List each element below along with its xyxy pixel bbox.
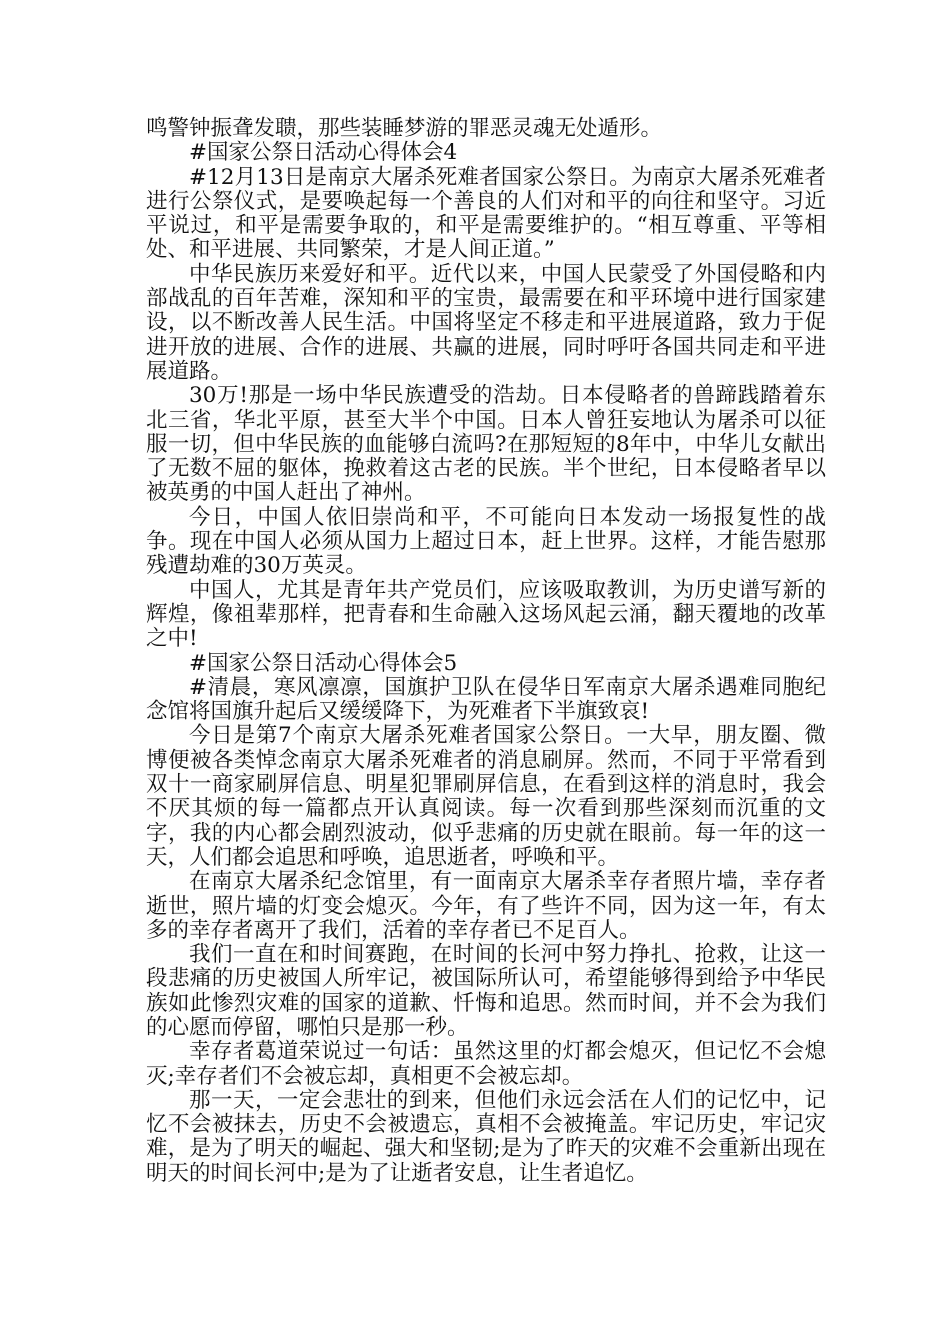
paragraph: 那一天，一定会悲壮的到来，但他们永远会活在人们的记忆中，记忆不会被抹去，历史不会被遗忘，真相不会被掩盖。牢记历史，牢记灾难，是为了明天的崛起、强大和坚韧;是为了昨天的灾难不会重新出现在明天的时间长河中;是为了让逝者安息，让生者追忆。 (146, 1087, 826, 1186)
paragraph: 中国人，尤其是青年共产党员们，应该吸取教训，为历史谱写新的辉煌，像祖辈那样，把青春和生命融入这场风起云涌，翻天覆地的改革之中! (146, 577, 826, 652)
paragraph: 在南京大屠杀纪念馆里，有一面南京大屠杀幸存者照片墙，幸存者逝世，照片墙的灯变会熄灭。今年，有了些许不同，因为这一年，有太多的幸存者离开了我们，活着的幸存者已不足百人。 (146, 869, 826, 943)
paragraph: #12月13日是南京大屠杀死难者国家公祭日。为南京大屠杀死难者进行公祭仪式，是要唤起每一个善良的人们对和平的向往和坚守。习近平说过，和平是需要争取的，和平是需要维护的。“相互尊重、平等相处、和平进展、共同繁荣，才是人间正道。” (146, 164, 826, 263)
section-heading-4: #国家公祭日活动心得体会4 (189, 140, 458, 166)
document-body (146, 117, 826, 1186)
paragraph: #清晨，寒风凛凛，国旗护卫队在侵华日军南京大屠杀遇难同胞纪念馆将国旗升起后又缓缓降下，为死难者下半旗致哀! (146, 674, 826, 725)
paragraph: 幸存者葛道荣说过一句话：虽然这里的灯都会熄灭，但记忆不会熄灭;幸存者们不会被忘却，真相更不会被忘却。 (146, 1039, 826, 1089)
paragraph: 中华民族历来爱好和平。近代以来，中国人民蒙受了外国侵略和内部战乱的百年苦难，深知和平的宝贵，最需要在和平环境中进行国家建设，以不断改善人民生活。中国将坚定不移走和平进展道路，致力于促进开放的进展、合作的进展、共赢的进展，同时呼吁各国共同走和平进展道路。 (146, 261, 826, 384)
paragraph: 30万!那是一场中华民族遭受的浩劫。日本侵略者的兽蹄践踏着东北三省，华北平原，甚至大半个中国。日本人曾狂妄地认为屠杀可以征服一切，但中华民族的血能够白流吗?在那短短的8年中，中华儿女献出了无数不屈的躯体，挽救着这古老的民族。半个世纪，日本侵略者早以被英勇的中国人赶出了神州。 (146, 383, 826, 506)
paragraph: 我们一直在和时间赛跑，在时间的长河中努力挣扎、抢救，让这一段悲痛的历史被国人所牢记，被国际所认可，希望能够得到给予中华民族如此惨烈灾难的国家的道歉、忏悔和追思。然而时间，并不会为我们的心愿而停留，哪怕只是那一秒。 (146, 942, 826, 1040)
paragraph: 今日，中国人依旧崇尚和平，不可能向日本发动一场报复性的战争。现在中国人必须从国力上超过日本，赶上世界。这样，才能告慰那残遭劫难的30万英灵。 (146, 504, 826, 579)
section-heading-5: #国家公祭日活动心得体会5 (189, 650, 458, 676)
paragraph: 今日是第7个南京大屠杀死难者国家公祭日。一大早，朋友圈、微博便被各类悼念南京大屠杀死难者的消息刷屏。然而，不同于平常看到双十一商家刷屏信息、明星犯罪刷屏信息，在看到这样的消息时，我会不厌其烦的每一篇都点开认真阅读。每一次看到那些深刻而沉重的文字，我的内心都会剧烈波动，似乎悲痛的历史就在眼前。每一年的这一天，人们都会追思和呼唤，追思逝者，呼唤和平。 (146, 723, 826, 870)
paragraph-continued: 鸣警钟振聋发聩，那些装睡梦游的罪恶灵魂无处遁形。 (146, 116, 663, 141)
